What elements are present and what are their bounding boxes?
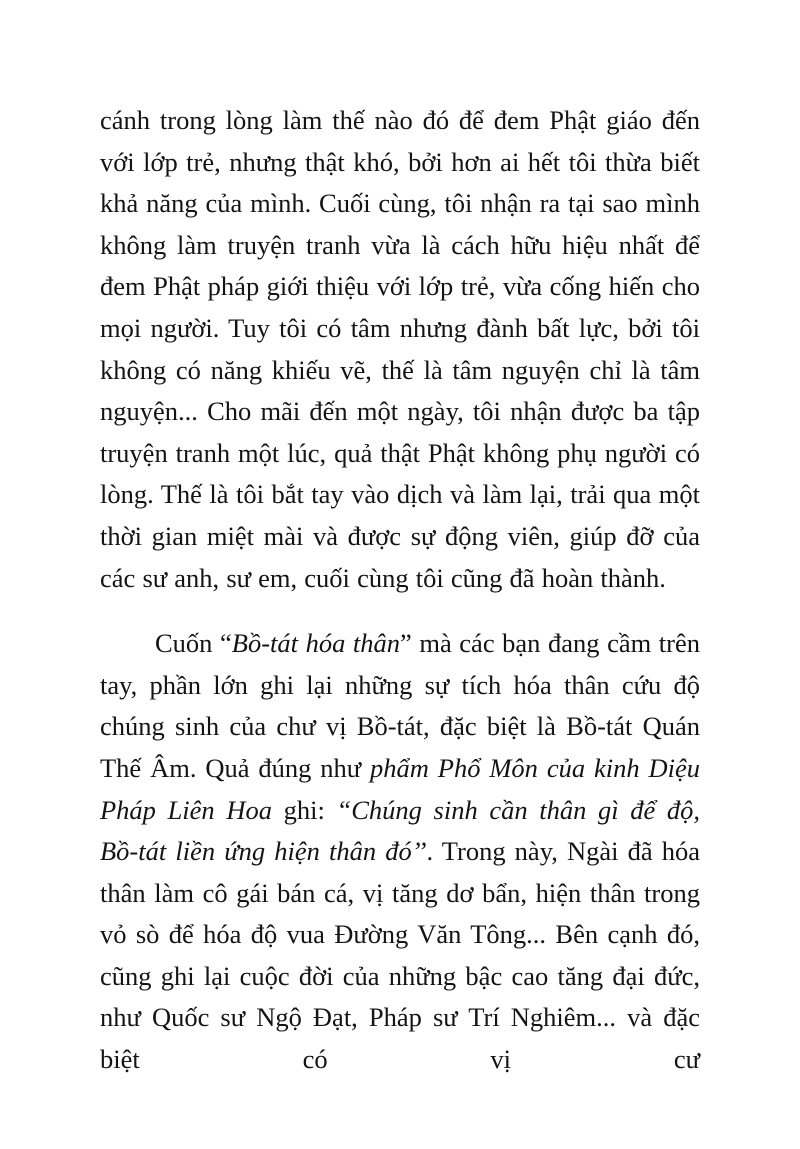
body-text-column bbox=[100, 100, 700, 1081]
text-run: ghi: bbox=[271, 794, 337, 825]
italic-run: “Chúng sinh cần thân gì để độ, Bồ-tát liền ứng hiện thân đó’’ bbox=[100, 794, 700, 867]
italic-run: Bồ-tát hóa thân bbox=[231, 628, 401, 659]
text-run: . Trong này, Ngài đã hóa thân làm cô gái bán cá, vị tăng dơ bẩn, hiện thân trong vỏ sò để hóa độ vua Đường Văn Tông... Bên cạnh đó, cũng ghi lại cuộc đời của những bậc cao tăng đại đức, như Quốc sư Ngộ Đạt, Pháp sư Trí Nghiêm... và đặc biệt có vị cư bbox=[100, 836, 700, 1075]
text-run: “ bbox=[220, 628, 232, 659]
text-run: cánh trong lòng làm thế nào đó để đem Phật giáo đến với lớp trẻ, nhưng thật khó, bởi hơn ai hết tôi thừa biết khả năng của mình. Cuối cùng, tôi nhận ra tại sao mình không làm truyện tranh vừa là cách hữu hiệu nhất để đem Phật pháp giới thiệu với lớp trẻ, vừa cống hiến cho mọi người. Tuy tôi có tâm nhưng đành bất lực, bởi tôi không có năng khiếu vẽ, thế là tâm nguyện chỉ là tâm nguyện... Cho mãi đến một ngày, tôi nhận được ba tập truyện tranh một lúc, quả thật Phật không phụ người có lòng. Thế là tôi bắt tay vào dịch và làm lại, trải qua một thời gian miệt mài và được sự động viên, giúp đỡ của các sư anh, sư em, cuối cùng tôi cũng đã hoàn thành. bbox=[100, 105, 700, 593]
text-run: ” mà các bạn đang cầm trên tay, phần lớn ghi lại những sự tích hóa thân cứu độ chúng sinh của chư vị Bồ-tát, đặc biệt là Bồ-tát Quán Thế Âm. Quả đúng như bbox=[100, 628, 700, 783]
paragraph-book-description bbox=[100, 623, 700, 1081]
italic-run: phẩm Phổ Môn của kinh Diệu Pháp Liên Hoa bbox=[100, 752, 700, 825]
paragraph-continued bbox=[100, 100, 700, 599]
text-run: Cuốn bbox=[155, 628, 220, 659]
